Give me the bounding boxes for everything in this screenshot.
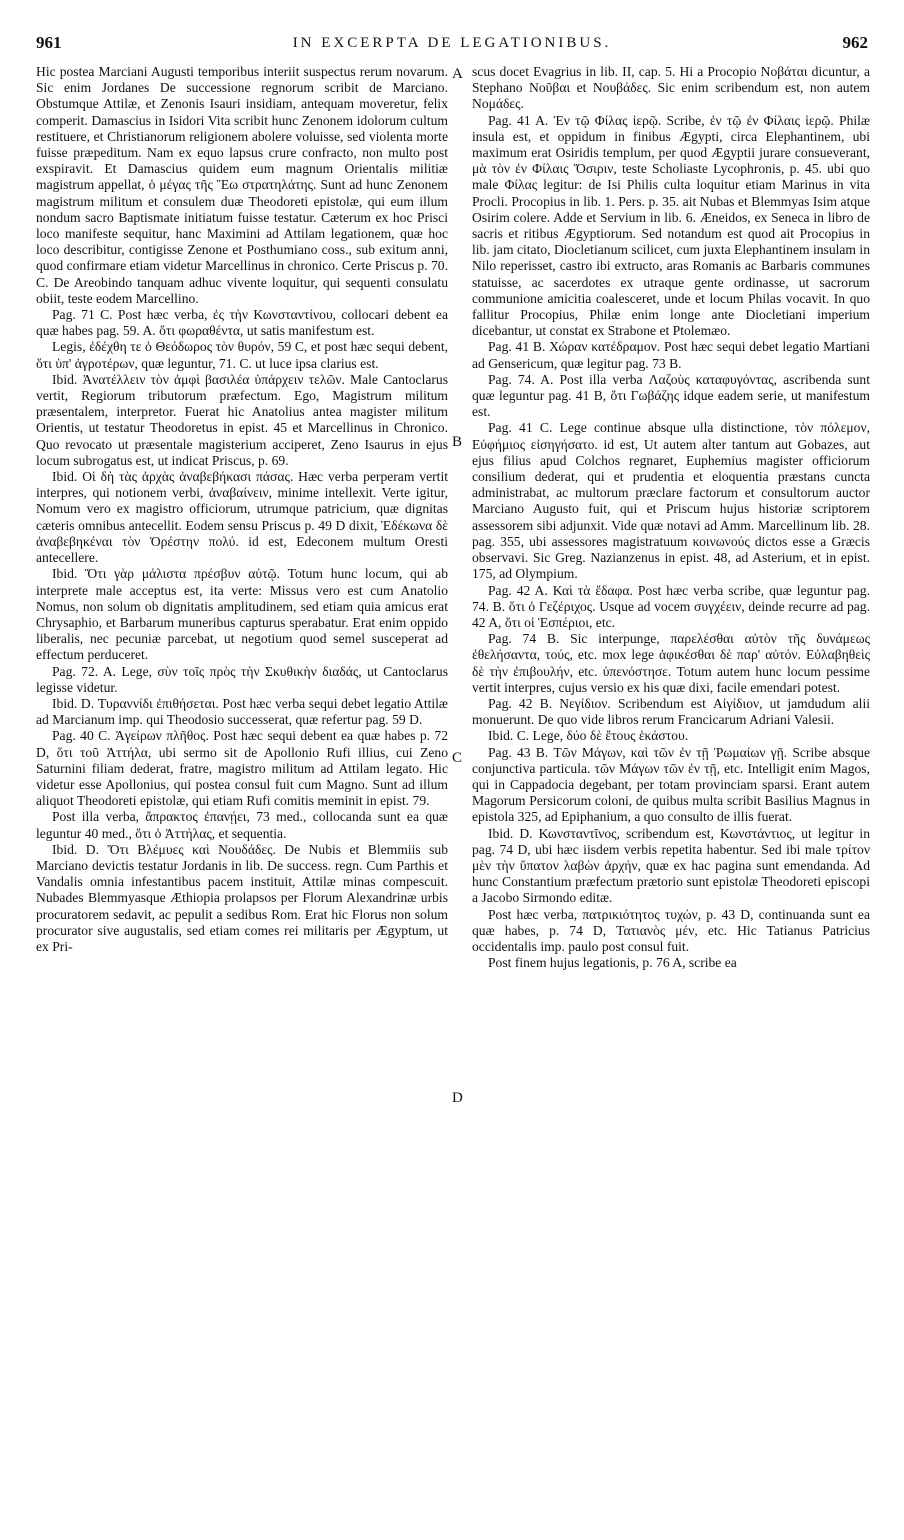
page-number-right: 962	[842, 33, 868, 52]
running-title: IN EXCERPTA DE LEGATIONIBUS.	[292, 35, 612, 51]
paragraph: Pag. 42 A. Καὶ τὰ ἔδαφα. Post hæc verba scribe, quæ leguntur pag. 74. B. ὅτι ὁ Γεζέριχος. Usque ad vocem συγχέειν, deinde recurre ad pag. 42 A, ὅτι οἱ Ἑσπέριοι, etc.	[472, 582, 870, 630]
margin-letter-b: B	[452, 434, 463, 450]
paragraph: Ibid. Ὅτι γὰρ μάλιστα πρέσβυν αὐτῷ. Totum hunc locum, qui ab interprete male acceptus est, ita verte: Missus vero est cum Anatolio Nomus, non solum ob dignitatis amplitudinem, sed etiam quia amicus erat Chrysaphio, et Barbarum muneribus capturus sperabatur. Erat enim oppido liberalis, nec pecuniæ parcebat, ut negotium quod semel susceperat ad effectum perduceret.	[36, 566, 448, 663]
paragraph: Post finem hujus legationis, p. 76 A, scribe ea	[488, 955, 737, 971]
paragraph: Pag. 72. A. Lege, σὺν τοῖς πρὸς τὴν Σκυθικὴν διαδάς, ut Cantoclarus legisse videtur.	[36, 663, 448, 695]
paragraph: Pag. 41 A. Ἐν τῷ Φίλας ἱερῷ. Scribe, ἐν τῷ ἐν Φίλαις ἱερῷ. Philæ insula est, et oppidum in finibus Ægypti, circa Elephantinem, ubi maximum erat Osiridis templum, per quod Ægyptii jurare consueverant, μὰ τὸν ἐν Φίλαις Ὄσιριν, teste Scholiaste Lycophronis, p. 45. ubi quo male Φίλας legitur: de Isi Philis culta loquitur etiam Marinus in vita Procli. Procopius in lib. 1. Pers. p. 35. ait Nubas et Blemmyas Isim atque Osirim colere. Adde et Servium in lib. 6. Æneidos, ex Seneca in libro de sacris et ritibus Ægyptiorum. Sed notandum est quod ait Procopius in lib. jam citato, Diocletianum scilicet, cum juxta Elephantinem insulam in Nilo reperisset, castro ibi extructo, aras Romanis ac Barbaris communes statuisse, ac sacerdotes ex utraque gente ordinasse, ut sacrorum communione amicitia coalesceret, unde et locum Philas vocavit. In quo fallitur Procopius, Philæ enim longe ante Diocletiani imperium dicebantur, ut constat ex Strabone et Ptolemæo.	[472, 112, 870, 339]
paragraph: Post illa verba, ἄπρακτος ἐπανῄει, 73 med., collocanda sunt ea quæ leguntur 40 med., ὅτι ὁ Ἀττήλας, et sequentia.	[36, 809, 448, 841]
running-head	[0, 33, 904, 57]
margin-letter-c: C	[452, 750, 463, 766]
paragraph: Hic postea Marciani Augusti temporibus interiit suspectus rerum novarum. Sic enim Jordanes De successione regnorum scribit de Marciano. Obstumque Attilæ, et Zenonis Isauri insidiam, antequam moveretur, felix comperit. Damascius in Isidori Vita scribit hunc Zenonem idolorum cultum restituere, et Christianorum religionem abolere voluisse, sed violenta morte fuisse præpeditum. Nam ex equo lapsus crure confracto, non multo post exspiravit. Et Damascius quidem eum magnum Orientalis militiæ magistrum appellat, ὁ μέγας τῆς Ἕω στρατηλάτης. Sunt ad hunc Zenonem magistrum militum et consulem duæ Theodoreti epistolæ, qui eum illum nondum sacro Baptismate initiatum fuisse testatur. Cæterum ex hoc Prisci loco manifeste sequitur, hanc Maximini ad Attilam legationem, quæ hoc loco describitur, contigisse Zenone et Posthumiano coss., sub exitum anni, quod confirmare etiam videtur Marcellinus in chronico. Certe Priscus p. 70. C. De Areobindo tanquam adhuc vivente loquitur, qui sequenti consulatu obiit, teste eodem Marcellino.	[36, 64, 448, 306]
margin-letter-d: D	[452, 1090, 463, 1106]
paragraph: Ibid. Ἀνατέλλειν τὸν ἀμφὶ βασιλέα ὑπάρχειν τελῶν. Male Cantoclarus vertit, Regiorum tributorum præfectum. Ego, Magistrum militum præsentalem, interpretor. Fuerat hic Anatolius antea magister militum Orientis, ut testatur Theodoretus in epist. 45 et Marcellinus in Chronico. Quo revocato ut præsentale magisterium acciperet, Zeno Isaurus in ejus locum subrogatus est, ut indicat Priscus, p. 69.	[36, 371, 448, 468]
paragraph: Pag. 40 C. Ἀγείρων πλῆθος. Post hæc sequi debent ea quæ habes p. 72 D, ὅτι τοῦ Ἀττήλα, ubi sermo sit de Apollonio Rufi illius, cui Zeno Saturnini filiam dederat, fratre, magistro militum ad Attilam legato. Hic videtur esse Apollonius, qui postea consul fuit cum Magno. Sunt ad illum aliquot Theodoreti epistolæ, qui etiam Rufi comitis meminit in epist. 79.	[36, 728, 448, 809]
paragraph: Pag. 43 B. Τῶν Μάγων, καὶ τῶν ἐν τῇ Ῥωμαίων γῇ. Scribe absque conjunctiva particula. τῶν Μάγων τῶν ἐν τῇ, etc. Intelligit enim Magos, qui in Cappadocia degebant, per totam provinciam sparsi. Erant autem Magorum Persicorum coloni, de quibus multa scribit Basilius Magnus in epistola 325, ad Epiphanium, a quo consulto de illis fuerat.	[472, 744, 870, 825]
paragraph: Legis, ἐδέχθη τε ὁ Θεόδωρος τὸν θυρόν, 59 C, et post hæc sequi debent, ὅτι ὑπ' ἀγροτέρων, quæ leguntur, 71. C. ut luce ipsa clarius est.	[36, 339, 448, 371]
paragraph: Ibid. Οἱ δὴ τὰς ἀρχὰς ἀναβεβήκασι πάσας. Hæc verba perperam vertit interpres, qui notionem verbi, ἀναβαίνειν, minime intellexit. Verte igitur, Nomum vero ex magistro officiorum, utrumque patricium, quæ dignitas cæteris omnibus antecellit. Eodem sensu Priscus p. 49 D dixit, Ἐδέκωνα δὲ ἀναβεβηκέναι τὸν Ὀρέστην πολύ. id est, Edeconem multum Oresti antecellere.	[36, 469, 448, 566]
paragraph: Pag. 41 C. Lege continue absque ulla distinctione, τὸν πόλεμον, Εὐφήμιος εἰσηγήσατο. id est, Ut autem alter tantum aut Gobazes, aut ejus filius apud Colchos regnaret, Euphemius magister officiorum consilium dederat, qui et prudentia et eloquentia præstans cuncta administrabat, ac multorum præclare factorum et consultorum auctor Marciano Augusto fuit, qui et Priscum hujus historiæ scriptorem assessorem sibi adjunxit. Vide quæ notavi ad Amm. Marcellinum lib. 28. pag. 355, ubi assessores magistratuum κοινωνούς dictos esse a Græcis observavi. Sic Greg. Nazianzenus in epist. 48, ad Asterium, et in epist. 175, ad Olympium.	[472, 420, 870, 582]
paragraph: Ibid. D. Κωνσταντῖνος, scribendum est, Κωνστάντιος, ut legitur in pag. 74 D, ubi hæc iisdem verbis repetita habentur. Sed ibi male τρίτον μὲν τὴν ὕπατον λαβὼν ἀρχήν, quæ ex hac pagina sunt emendanda. Ad hunc Constantium præfectum prætorio sunt epistolæ Theodoreti episcopi a Jacobo Sirmondo editæ.	[472, 825, 870, 906]
paragraph: Ibid. C. Lege, δύο δὲ ἔτους ἑκάστου.	[488, 728, 689, 744]
paragraph: Post hæc verba, πατρικιότητος τυχών, p. 43 D, continuanda sunt ea quæ habes, p. 74 D, Τατιανὸς μέν, etc. Hic Tatianus Patricius occidentalis imp. paulo post consul fuit.	[472, 906, 870, 954]
page-number-left: 961	[36, 33, 62, 52]
margin-letter-a: A	[452, 66, 463, 82]
paragraph: Ibid. D. Τυραννίδι ἐπιθήσεται. Post hæc verba sequi debet legatio Attilæ ad Marcianum imp. qui Theodosio successerat, quæ refertur pag. 59 D.	[36, 695, 448, 728]
paragraph: Pag. 41 B. Χώραν κατέδραμον. Post hæc sequi debet legatio Martiani ad Gensericum, quæ legitur pag. 73 B.	[472, 339, 870, 371]
paragraph: Pag. 74 B. Sic interpunge, παρελέσθαι αὐτὸν τῆς δυνάμεως ἐθελήσαντα, τούς, etc. mox lege ἀφικέσθαι δὲ παρ' αὐτόν. Εὐλαβηθεὶς δὲ τὴν ἐπιβουλήν, etc. ὑπενόστησε. Totum autem hunc locum pessime vertit interpres, cujus versio ex his quæ dixi, facile emendari potest.	[472, 631, 870, 695]
paragraph: Pag. 71 C. Post hæc verba, ἐς τὴν Κωνσταντίνου, collocari debent ea quæ habes pag. 59. A. ὅτι φωραθέντα, ut satis manifestum est.	[36, 307, 448, 339]
right-column	[472, 64, 870, 971]
paragraph: Pag. 42 B. Νεγίδιον. Scribendum est Αἰγίδιον, ut jamdudum alii monuerunt. De quo vide libros rerum Francicarum Adriani Valesii.	[472, 695, 870, 728]
paragraph: Pag. 74. A. Post illa verba Λαζοὺς καταφυγόντας, ascribenda sunt quæ leguntur pag. 41 B, ὅτι Γωβάζης idque eadem serie, ut manifestum est.	[472, 371, 870, 420]
left-column	[36, 64, 448, 955]
paragraph: Ibid. D. Ὅτι Βλέμυες καὶ Νουδάδες. De Nubis et Blemmiis sub Marciano devictis testatur Jordanis in lib. De success. regn. Cum Parthis et Vandalis omnia infestantibus pacem instituit, Attilæ minas compescuit. Nubades Blemmyasque Æthiopia prolapsos per Florum Alexandrinæ urbis procuratorem sedavit, ac pepulit a sedibus Rom. Erat hic Florus non solum procurator sive augustalis, sed etiam comes rei militaris per Ægyptum, ut ex Pri-	[36, 841, 448, 954]
paragraph: scus docet Evagrius in lib. II, cap. 5. Hi a Procopio Νοβάται dicuntur, a Stephano Νοῦβαι et Νουβάδες. Sic enim scribendum est, non autem Νομάδες.	[472, 64, 870, 112]
